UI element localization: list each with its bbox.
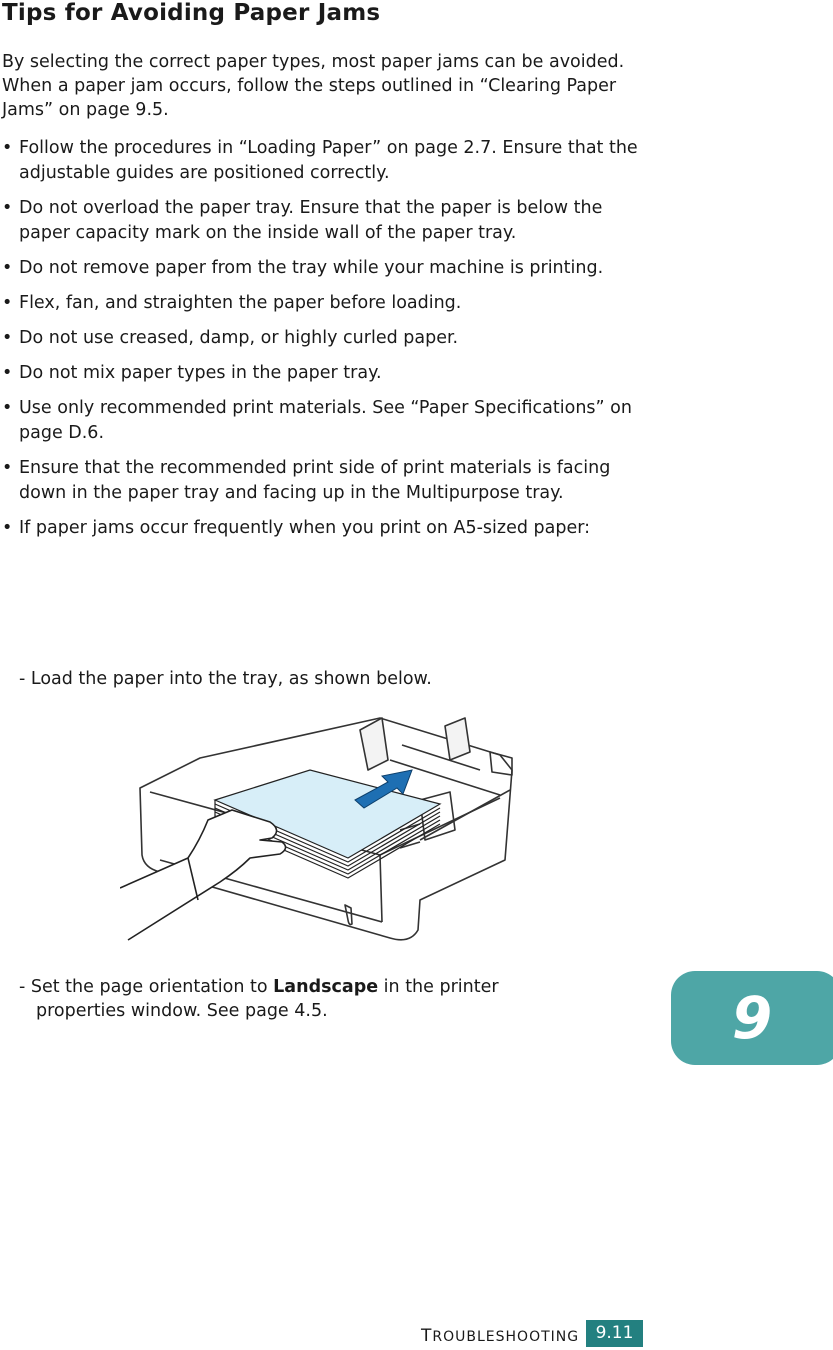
step-text: - Set the page orientation to (19, 977, 274, 997)
bullet: • (2, 458, 13, 478)
tip-text: Do not use creased, damp, or highly curled paper. (19, 328, 459, 348)
tip-text: Ensure that the recommended print side of print materials is facing down in the paper tray and facing up in the Multipurpose tray. (19, 458, 611, 503)
side-guide (445, 718, 470, 760)
page-number: 9.11 (586, 1320, 643, 1347)
tip-text: If paper jams occur frequently when you print on A5-sized paper: (19, 518, 590, 538)
list-item (2, 196, 642, 246)
sub-step-orientation (19, 975, 639, 1023)
tip-text: Do not remove paper from the tray while your machine is printing. (19, 258, 604, 278)
chapter-tab (671, 971, 833, 1065)
list-item (2, 396, 642, 446)
chapter-number: 9 (731, 984, 773, 1052)
list-item (2, 136, 642, 186)
paper-tray-illustration (120, 700, 540, 955)
list-item (2, 456, 642, 506)
bullet: • (2, 398, 13, 418)
bullet: • (2, 518, 13, 538)
bullet: • (2, 258, 13, 278)
tip-text: Do not mix paper types in the paper tray. (19, 363, 382, 383)
intro-paragraph: By selecting the correct paper types, most paper jams can be avoided. When a paper jam occurs, follow the steps outlined in “Clearing Paper Jams” on page 9.5. (2, 52, 625, 120)
section-rest: ROUBLESHOOTING (432, 1329, 580, 1345)
list-item (2, 516, 642, 541)
list-item (2, 361, 642, 386)
tip-text: Do not overload the paper tray. Ensure that the paper is below the paper capacity mark on the inside wall of the paper tray. (19, 198, 603, 243)
list-item (2, 256, 642, 281)
section-initial: T (421, 1326, 433, 1346)
step-text: in the printer (378, 977, 499, 997)
list-item (2, 291, 642, 316)
bullet: • (2, 198, 13, 218)
sub-step-load-paper: - Load the paper into the tray, as shown below. (19, 669, 432, 689)
page-title: Tips for Avoiding Paper Jams (2, 0, 381, 26)
bullet: • (2, 363, 13, 383)
list-item (2, 326, 642, 351)
landscape-term: Landscape (273, 977, 379, 997)
tip-text: Use only recommended print materials. See “Paper Specifications” on page D.6. (19, 398, 632, 443)
bullet: • (2, 293, 13, 313)
footer-section-label (421, 1326, 579, 1346)
tip-text: Follow the procedures in “Loading Paper” on page 2.7. Ensure that the adjustable guides are positioned correctly. (19, 138, 638, 183)
bullet: • (2, 138, 13, 158)
bullet: • (2, 328, 13, 348)
tip-text: Flex, fan, and straighten the paper before loading. (19, 293, 462, 313)
tips-list (2, 136, 642, 551)
step-continuation: properties window. See page 4.5. (36, 1001, 328, 1021)
